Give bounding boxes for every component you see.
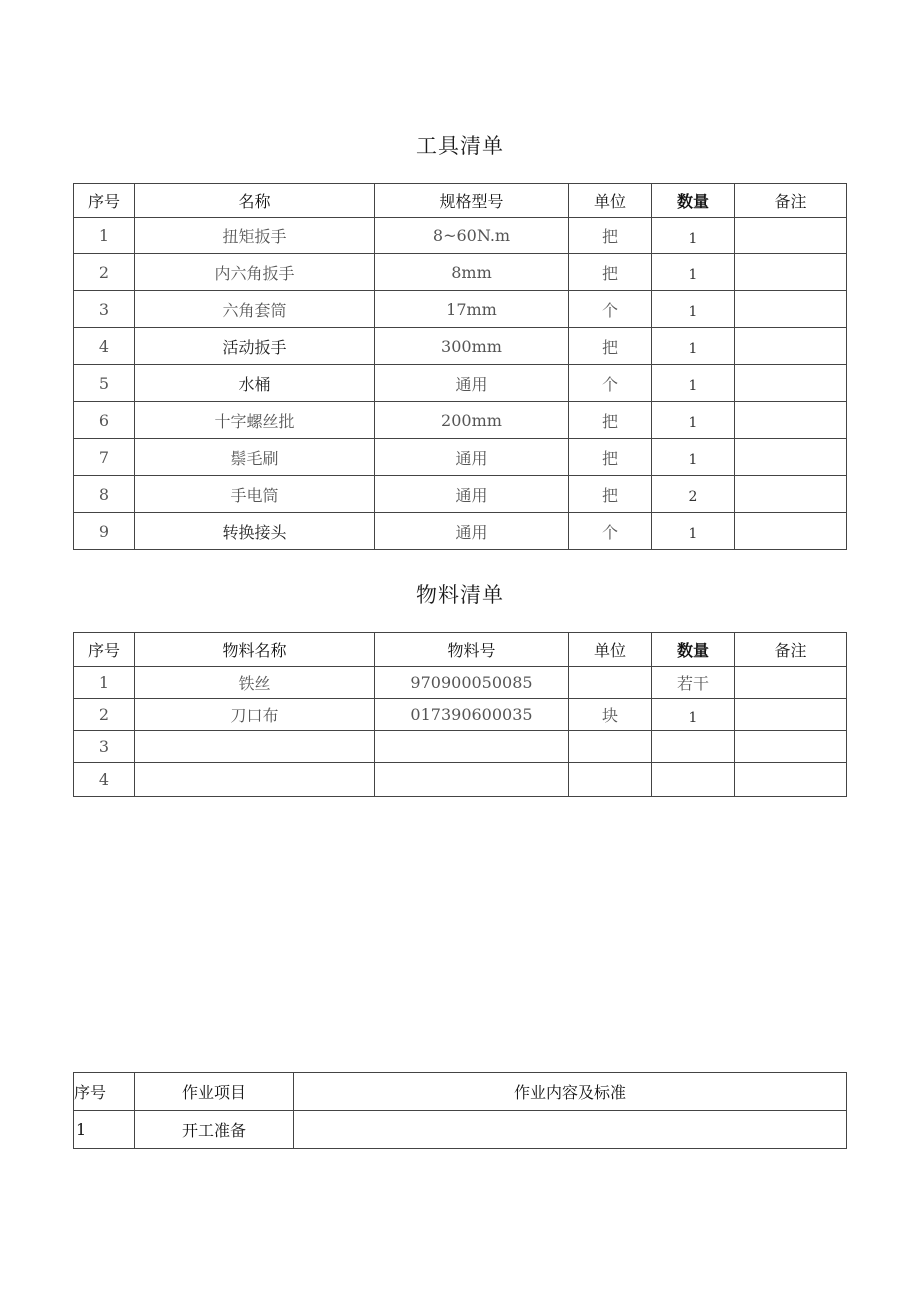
materials-table [73, 632, 847, 797]
header-note: 备注 [735, 633, 847, 667]
row-name: 扭矩扳手 [135, 218, 375, 254]
header-code: 物料号 [375, 633, 569, 667]
header-content: 作业内容及标准 [294, 1073, 847, 1111]
tools-title: 工具清单 [416, 134, 504, 158]
row-spec: 8~60N.m [375, 218, 569, 254]
row-note [735, 402, 847, 439]
row-unit: 个 [569, 513, 652, 550]
row-code: 970900050085 [375, 667, 569, 699]
row-name: 鬃毛刷 [135, 439, 375, 476]
row-qty [652, 763, 735, 797]
row-note [735, 365, 847, 402]
table-row [74, 439, 847, 476]
row-note [735, 731, 847, 763]
row-no: 4 [74, 763, 135, 797]
row-name: 活动扳手 [135, 328, 375, 365]
row-code: 017390600035 [375, 699, 569, 731]
header-unit: 单位 [569, 184, 652, 218]
row-no: 5 [74, 365, 135, 402]
row-name: 十字螺丝批 [135, 402, 375, 439]
row-no: 6 [74, 402, 135, 439]
row-no: 2 [74, 699, 135, 731]
row-name: 手电筒 [135, 476, 375, 513]
row-note [735, 513, 847, 550]
header-note: 备注 [735, 184, 847, 218]
row-unit: 把 [569, 254, 652, 291]
row-unit: 把 [569, 439, 652, 476]
table-row [74, 699, 847, 731]
work-table [73, 1072, 847, 1149]
row-note [735, 476, 847, 513]
row-unit: 个 [569, 291, 652, 328]
row-spec: 通用 [375, 439, 569, 476]
table-row [74, 254, 847, 291]
row-unit: 把 [569, 402, 652, 439]
row-unit [569, 731, 652, 763]
row-name: 转换接头 [135, 513, 375, 550]
row-note [735, 699, 847, 731]
row-no: 9 [74, 513, 135, 550]
row-unit [569, 763, 652, 797]
row-qty: 1 [652, 402, 735, 439]
tools-header-row [74, 184, 847, 218]
table-row [74, 731, 847, 763]
row-code [375, 763, 569, 797]
row-note [735, 667, 847, 699]
table-row [74, 513, 847, 550]
row-no: 2 [74, 254, 135, 291]
table-row [74, 763, 847, 797]
table-row [74, 328, 847, 365]
row-unit: 把 [569, 218, 652, 254]
header-name: 名称 [135, 184, 375, 218]
row-name: 水桶 [135, 365, 375, 402]
row-qty: 1 [652, 513, 735, 550]
table-row [74, 291, 847, 328]
materials-title: 物料清单 [416, 583, 504, 607]
work-header-row [74, 1073, 847, 1111]
header-unit: 单位 [569, 633, 652, 667]
row-code [375, 731, 569, 763]
row-no: 1 [74, 1111, 135, 1149]
tools-table [73, 183, 847, 550]
header-item: 作业项目 [135, 1073, 294, 1111]
row-qty: 1 [652, 291, 735, 328]
row-spec: 300mm [375, 328, 569, 365]
row-qty: 1 [652, 254, 735, 291]
row-item: 开工准备 [135, 1111, 294, 1149]
row-name [135, 763, 375, 797]
row-qty: 2 [652, 476, 735, 513]
row-unit: 把 [569, 476, 652, 513]
row-qty: 1 [652, 699, 735, 731]
row-spec: 8mm [375, 254, 569, 291]
table-row [74, 476, 847, 513]
row-name [135, 731, 375, 763]
table-row [74, 667, 847, 699]
row-note [735, 218, 847, 254]
row-no: 4 [74, 328, 135, 365]
row-spec: 通用 [375, 476, 569, 513]
row-qty: 1 [652, 439, 735, 476]
row-spec: 200mm [375, 402, 569, 439]
materials-header-row [74, 633, 847, 667]
row-unit: 块 [569, 699, 652, 731]
table-row [74, 1111, 847, 1149]
row-unit [569, 667, 652, 699]
row-no: 1 [74, 218, 135, 254]
row-qty [652, 731, 735, 763]
row-spec: 通用 [375, 513, 569, 550]
row-no: 1 [74, 667, 135, 699]
table-row [74, 402, 847, 439]
header-qty: 数量 [652, 633, 735, 667]
row-content [294, 1111, 847, 1149]
header-spec: 规格型号 [375, 184, 569, 218]
row-name: 铁丝 [135, 667, 375, 699]
row-unit: 把 [569, 328, 652, 365]
row-no: 3 [74, 731, 135, 763]
header-qty: 数量 [652, 184, 735, 218]
header-name: 物料名称 [135, 633, 375, 667]
row-unit: 个 [569, 365, 652, 402]
table-row [74, 365, 847, 402]
row-no: 7 [74, 439, 135, 476]
row-qty: 1 [652, 218, 735, 254]
row-spec: 17mm [375, 291, 569, 328]
row-qty: 1 [652, 365, 735, 402]
row-spec: 通用 [375, 365, 569, 402]
table-row [74, 218, 847, 254]
row-note [735, 291, 847, 328]
row-note [735, 254, 847, 291]
row-qty: 若干 [652, 667, 735, 699]
row-name: 内六角扳手 [135, 254, 375, 291]
row-no: 8 [74, 476, 135, 513]
header-no: 序号 [74, 633, 135, 667]
row-note [735, 328, 847, 365]
header-no: 序号 [74, 1073, 135, 1111]
row-note [735, 439, 847, 476]
row-name: 六角套筒 [135, 291, 375, 328]
row-note [735, 763, 847, 797]
row-name: 刀口布 [135, 699, 375, 731]
row-qty: 1 [652, 328, 735, 365]
header-no: 序号 [74, 184, 135, 218]
row-no: 3 [74, 291, 135, 328]
